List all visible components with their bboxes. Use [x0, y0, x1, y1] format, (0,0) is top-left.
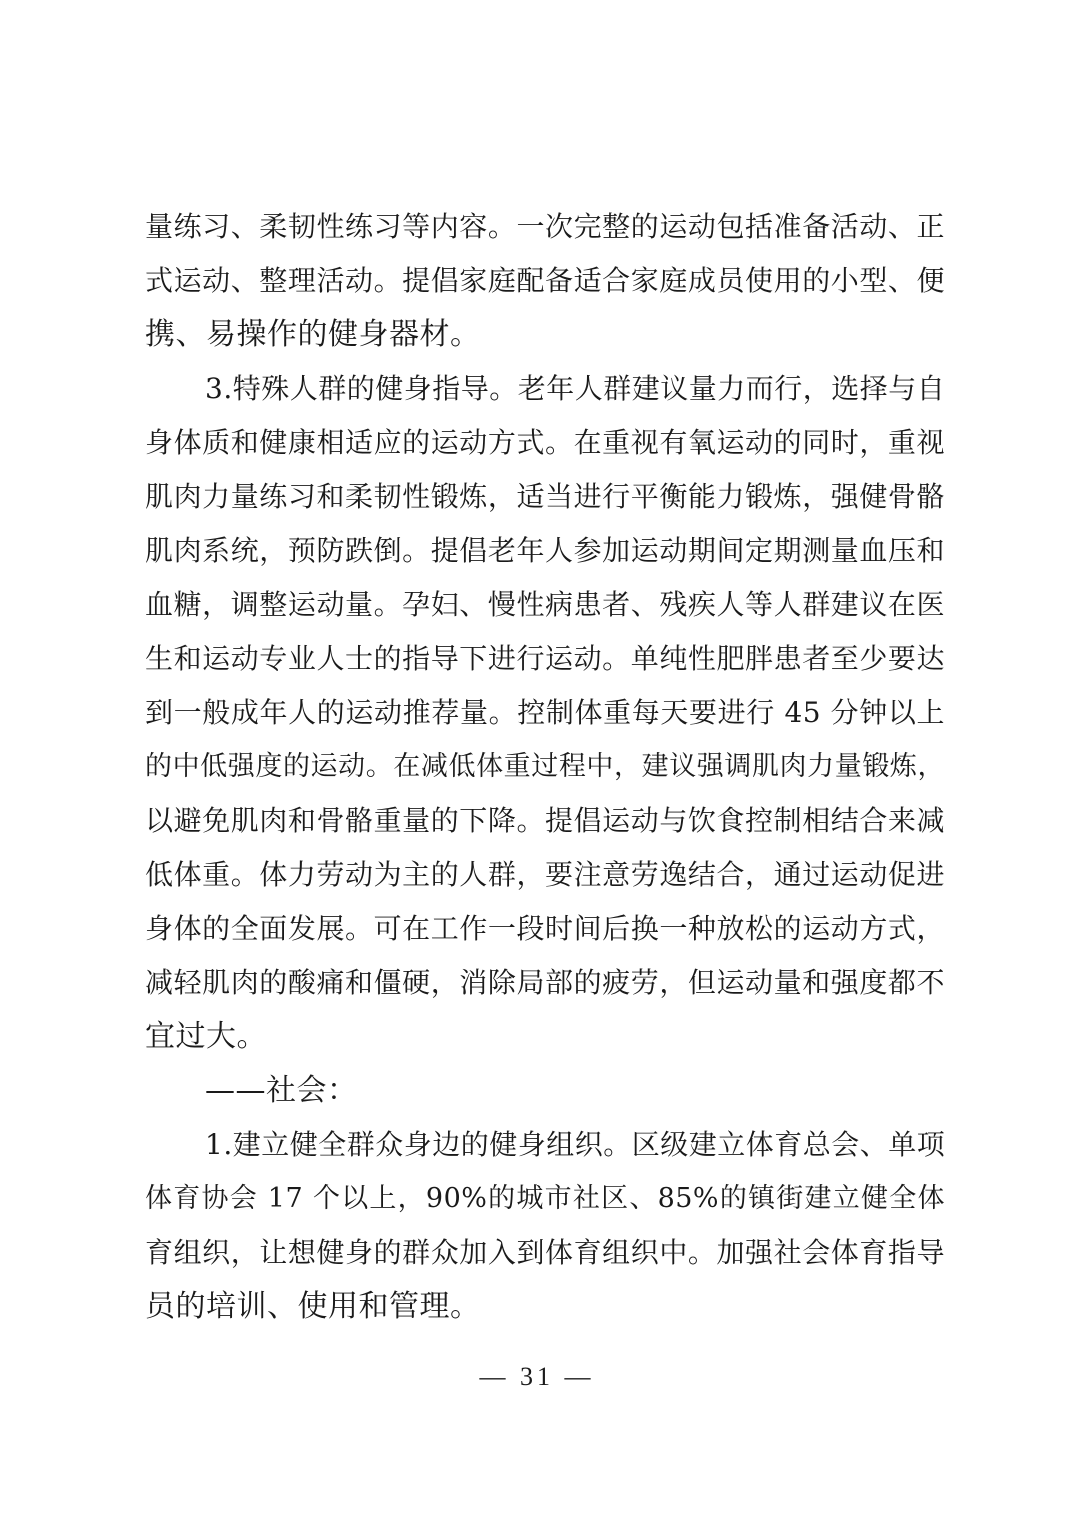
text-line: 式运动、整理活动。提倡家庭配备适合家庭成员使用的小型、便 — [145, 264, 945, 297]
text-line: 以避免肌肉和骨骼重量的下降。提倡运动与饮食控制相结合来减 — [145, 804, 945, 837]
text-line: 宜过大。 — [145, 1019, 267, 1054]
text-line: 生和运动专业人士的指导下进行运动。单纯性肥胖患者至少要达 — [145, 642, 945, 675]
text-line: 减轻肌肉的酸痛和僵硬，消除局部的疲劳，但运动量和强度都不 — [145, 966, 945, 999]
section-heading: ——社会： — [205, 1073, 358, 1108]
text-line: 血糖，调整运动量。孕妇、慢性病患者、残疾人等人群建议在医 — [145, 588, 945, 621]
text-line: 3.特殊人群的健身指导。老年人群建议量力而行，选择与自 — [205, 372, 946, 405]
text-line: 量练习、柔韧性练习等内容。一次完整的运动包括准备活动、正 — [145, 210, 945, 243]
text-line: 肌肉力量练习和柔韧性锻炼，适当进行平衡能力锻炼，强健骨骼 — [145, 480, 945, 513]
text-line: 1.建立健全群众身边的健身组织。区级建立体育总会、单项 — [205, 1128, 946, 1161]
text-line: 到一般成年人的运动推荐量。控制体重每天要进行 45 分钟以上 — [145, 696, 945, 729]
text-line: 员的培训、使用和管理。 — [145, 1289, 481, 1324]
text-line: 身体质和健康相适应的运动方式。在重视有氧运动的同时，重视 — [145, 426, 945, 459]
text-line: 的中低强度的运动。在减低体重过程中，建议强调肌肉力量锻炼， — [145, 751, 945, 782]
page-number: — 31 — — [479, 1362, 595, 1391]
text-line: 低体重。体力劳动为主的人群，要注意劳逸结合，通过运动促进 — [145, 858, 945, 891]
text-line: 育组织，让想健身的群众加入到体育组织中。加强社会体育指导 — [145, 1236, 945, 1269]
text-line: 携、易操作的健身器材。 — [145, 317, 481, 352]
text-line: 身体的全面发展。可在工作一段时间后换一种放松的运动方式， — [145, 912, 945, 945]
body-text — [145, 200, 945, 1334]
text-line: 体育协会 17 个以上，90%的城市社区、85%的镇街建立健全体 — [145, 1183, 945, 1214]
text-line: 肌肉系统，预防跌倒。提倡老年人参加运动期间定期测量血压和 — [145, 534, 945, 567]
